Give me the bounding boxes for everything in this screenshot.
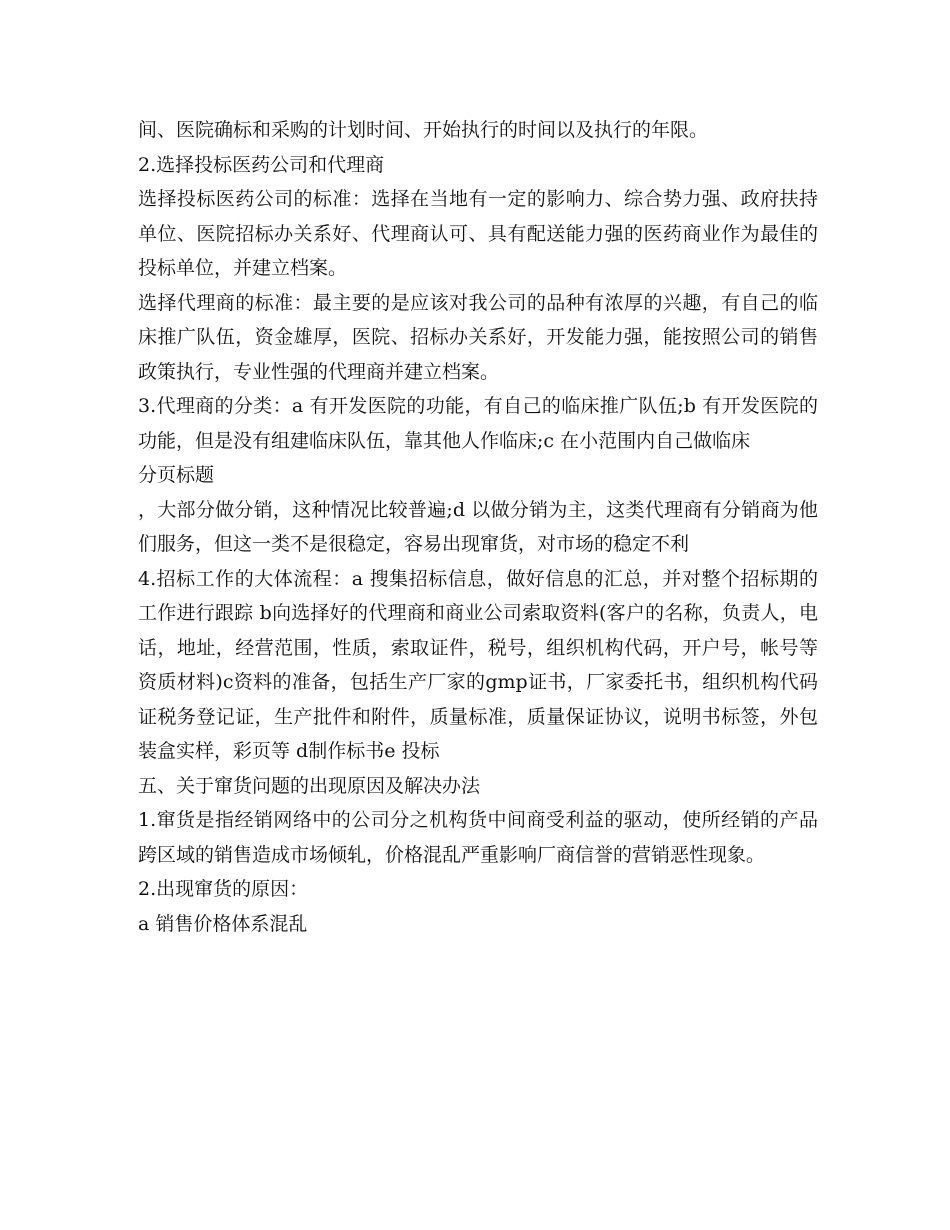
document-body [138, 113, 818, 941]
paragraph-4: 选择代理商的标准：最主要的是应该对我公司的品种有浓厚的兴趣，有自己的临床推广队伍，资金雄厚，医院、招标办关系好，开发能力强，能按照公司的销售政策执行，专业性强的代理商并建立档案。 [138, 291, 818, 383]
paragraph-12: a 销售价格体系混乱 [138, 912, 308, 935]
paragraph-5: 3.代理商的分类：a 有开发医院的功能，有自己的临床推广队伍;b 有开发医院的功能，但是没有组建临床队伍，靠其他人作临床;c 在小范围内自己做临床 [138, 395, 818, 452]
paragraph-10: 1.窜货是指经销网络中的公司分之机构货中间商受利益的驱动，使所经销的产品跨区域的销售造成市场倾轧，价格混乱严重影响厂商信誉的营销恶性现象。 [138, 809, 818, 866]
page-break-title: 分页标题 [138, 464, 215, 486]
paragraph-8: 4.招标工作的大体流程：a 搜集招标信息，做好信息的汇总，并对整个招标期的工作进行跟踪 b向选择好的代理商和商业公司索取资料(客户的名称，负责人，电话，地址，经营范围，性质，索取证件，税号，组织机构代码，开户号，帐号等资质材料)c资料的准备，包括生产厂家的gmp证书，厂家委托书，组织机构代码证税务登记证，生产批件和附件，质量标准，质量保证协议，说明书标签，外包装盒实样，彩页等 d制作标书e 投标 [138, 567, 818, 762]
paragraph-7: ，大部分做分销，这种情况比较普遍;d 以做分销为主，这类代理商有分销商为他们服务，但这一类不是很稳定，容易出现窜货，对市场的稳定不利 [138, 498, 818, 555]
paragraph-11-heading: 2.出现窜货的原因： [138, 878, 309, 900]
paragraph-2-heading: 2.选择投标医药公司和代理商 [138, 153, 385, 176]
paragraph-3: 选择投标医药公司的标准：选择在当地有一定的影响力、综合势力强、政府扶持单位、医院招标办关系好、代理商认可、具有配送能力强的医药商业作为最佳的投标单位，并建立档案。 [138, 188, 818, 279]
paragraph-1: 间、医院确标和采购的计划时间、开始执行的时间以及执行的年限。 [138, 119, 709, 141]
section-heading: 五、关于窜货问题的出现原因及解决办法 [138, 774, 481, 797]
